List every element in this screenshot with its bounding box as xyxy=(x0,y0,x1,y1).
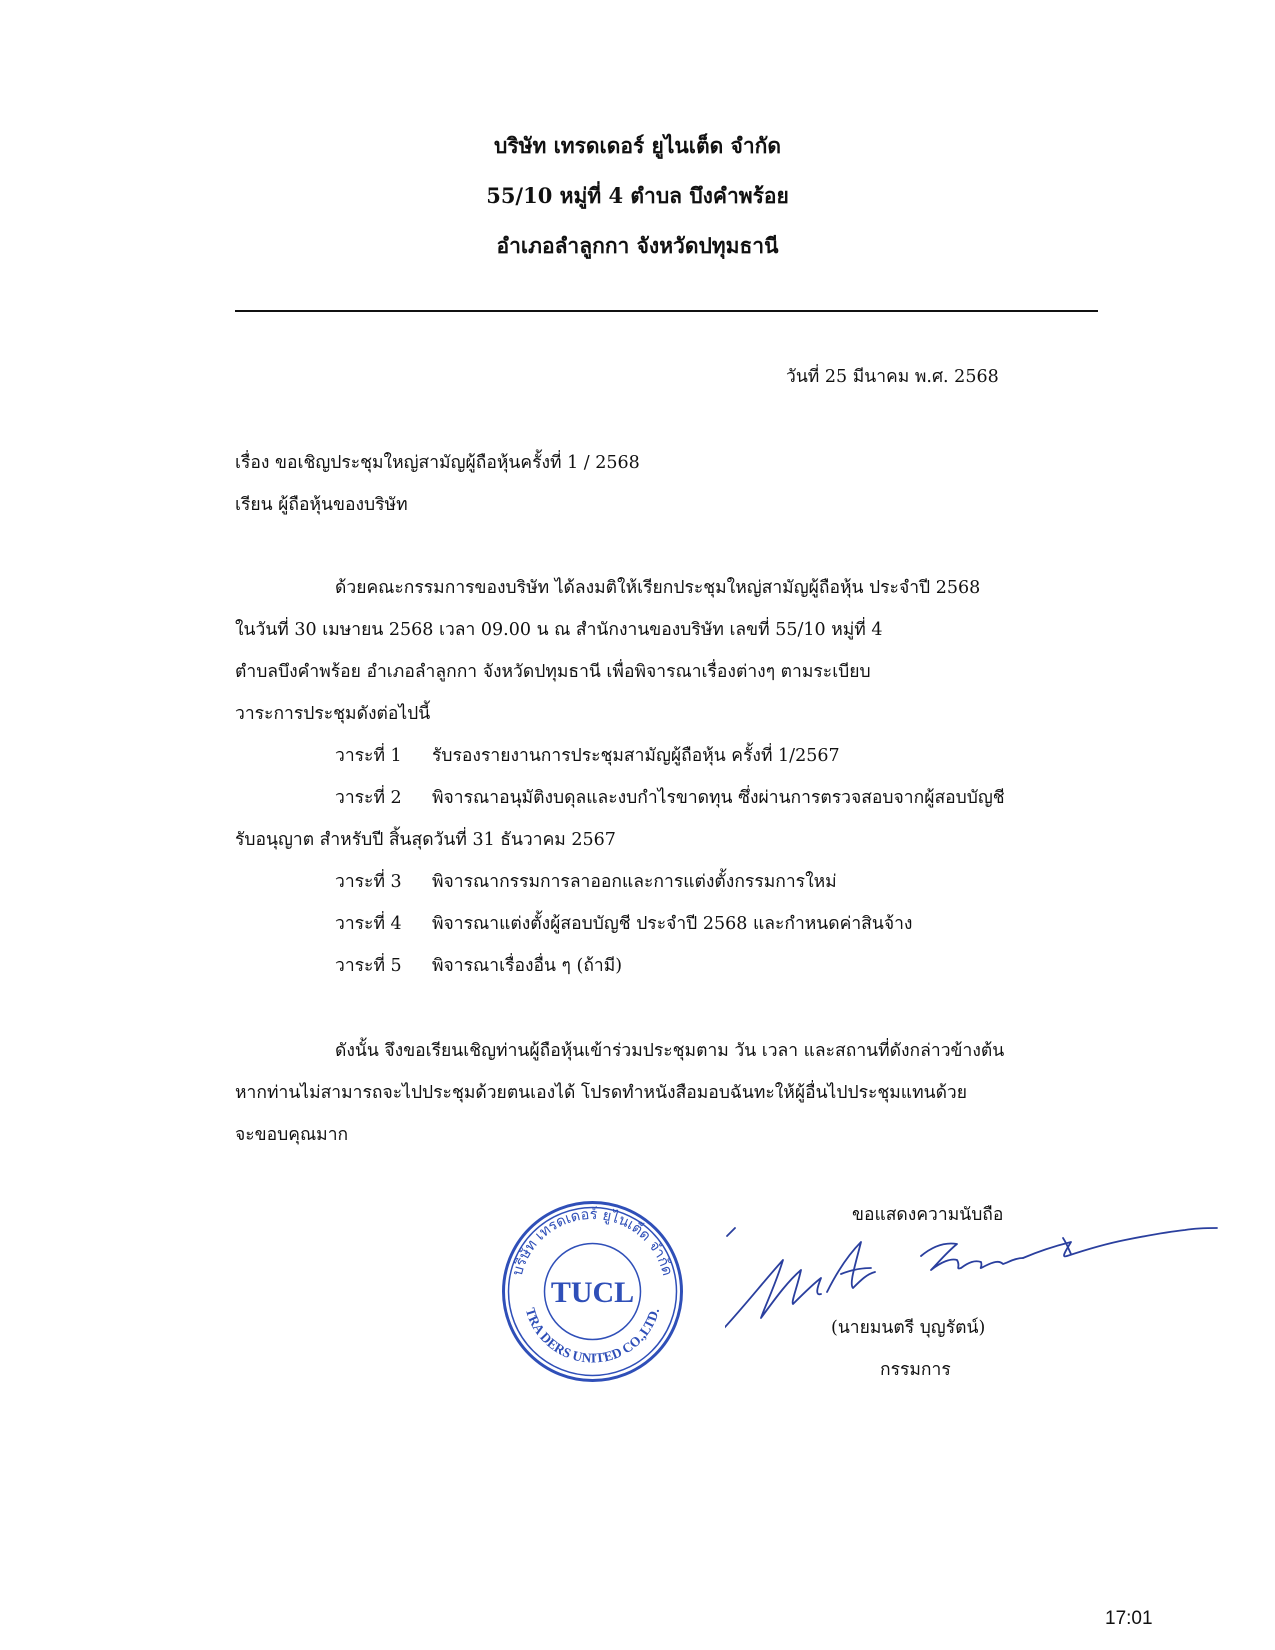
agenda-number: วาระที่ 5 xyxy=(335,956,402,976)
company-address-line2: อำเภอลำลูกกา จังหวัดปทุมธานี xyxy=(496,233,779,258)
letter-addressee: เรียน ผู้ถือหุ้นของบริษัท xyxy=(235,495,408,515)
timestamp: 17:01 xyxy=(1105,1608,1153,1629)
letter-date: วันที่ 25 มีนาคม พ.ศ. 2568 xyxy=(786,367,999,387)
seal-english-text: TRA DERS UNITED CO.,LTD. xyxy=(522,1306,663,1366)
agenda-text: พิจารณาแต่งตั้งผู้สอบบัญชี ประจำปี 2568 และกำหนดค่าสินจ้าง xyxy=(432,914,913,934)
closing-line: จะขอบคุณมาก xyxy=(235,1125,349,1145)
svg-text:บริษัท เทรดเดอร์ ยูไนเต็ด จำกั xyxy=(510,1206,675,1278)
svg-text:TRA DERS UNITED CO.,LTD. xyxy=(523,1306,662,1366)
intro-line: วาระการประชุมดังต่อไปนี้ xyxy=(235,704,431,724)
signatory-name: (นายมนตรี บุญรัตน์) xyxy=(831,1318,986,1338)
agenda-text: พิจารณากรรมการลาออกและการแต่งตั้งกรรมการใหม่ xyxy=(432,872,837,892)
intro-line: ตำบลบึงคำพร้อย อำเภอลำลูกกา จังหวัดปทุมธานี เพื่อพิจารณาเรื่องต่างๆ ตามระเบียบ xyxy=(235,662,871,682)
seal-thai-text: บริษัท เทรดเดอร์ ยูไนเต็ด จำกัด xyxy=(509,1206,676,1278)
agenda-number: วาระที่ 1 xyxy=(335,746,402,766)
agenda-number: วาระที่ 4 xyxy=(335,914,402,934)
intro-line: ในวันที่ 30 เมษายน 2568 เวลา 09.00 น ณ สำนักงานของบริษัท เลขที่ 55/10 หมู่ที่ 4 xyxy=(235,620,883,640)
company-seal xyxy=(500,1199,685,1384)
agenda-text: รับรองรายงานการประชุมสามัญผู้ถือหุ้น ครั้งที่ 1/2567 xyxy=(432,746,840,766)
header-divider xyxy=(235,310,1098,312)
agenda-text-continuation: รับอนุญาต สำหรับปี สิ้นสุดวันที่ 31 ธันวาคม 2567 xyxy=(235,830,616,850)
intro-line: ด้วยคณะกรรมการของบริษัท ได้ลงมติให้เรียกประชุมใหญ่สามัญผู้ถือหุ้น ประจำปี 2568 xyxy=(335,578,981,598)
letter-subject: เรื่อง ขอเชิญประชุมใหญ่สามัญผู้ถือหุ้นครั้งที่ 1 / 2568 xyxy=(235,453,640,473)
agenda-text: พิจารณาอนุมัติงบดุลและงบกำไรขาดทุน ซึ่งผ่านการตรวจสอบจากผู้สอบบัญชี xyxy=(432,788,1005,808)
seal-center-text: TUCL xyxy=(550,1276,635,1309)
closing-line: หากท่านไม่สามารถจะไปประชุมด้วยตนเองได้ โปรดทำหนังสือมอบฉันทะให้ผู้อื่นไปประชุมแทนด้วย xyxy=(235,1083,968,1103)
agenda-text: พิจารณาเรื่องอื่น ๆ (ถ้ามี) xyxy=(432,956,623,976)
company-name: บริษัท เทรดเดอร์ ยูไนเต็ด จำกัด xyxy=(494,133,781,158)
agenda-number: วาระที่ 2 xyxy=(335,788,402,808)
closing-line: ดังนั้น จึงขอเรียนเชิญท่านผู้ถือหุ้นเข้าร่วมประชุมตาม วัน เวลา และสถานที่ดังกล่าวข้างต้น xyxy=(335,1041,1005,1061)
signatory-title: กรรมการ xyxy=(880,1360,951,1380)
agenda-number: วาระที่ 3 xyxy=(335,872,402,892)
company-address-line1: 55/10 หมู่ที่ 4 ตำบล บึงคำพร้อย xyxy=(486,183,789,208)
signature-salutation: ขอแสดงความนับถือ xyxy=(852,1205,1004,1225)
